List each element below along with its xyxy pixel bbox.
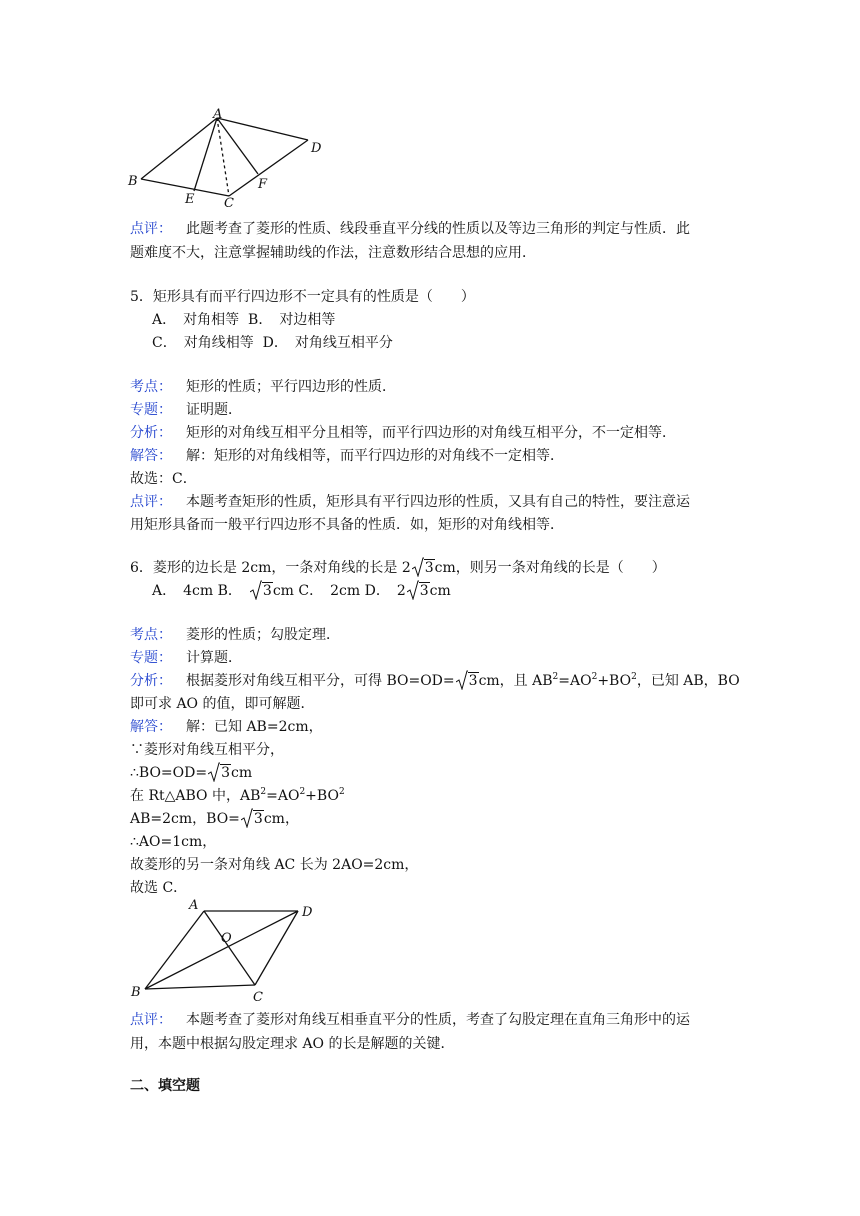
q5-option-c: C． 对角线相等: [152, 335, 254, 351]
sqrt-symbol: 3: [241, 809, 264, 829]
q6-dianping: 点评： 本题考查了菱形对角线互相垂直平分的性质，考查了勾股定理在直角三角形中的运: [130, 1012, 690, 1028]
q6-kaodian: 考点： 菱形的性质；勾股定理．: [130, 627, 340, 643]
rhombus-figure-1: [125, 108, 330, 208]
q5-zhuanti: 专题： 证明题．: [130, 402, 242, 418]
figure2-label-a: A: [189, 898, 199, 913]
q6-step-3: 在 Rt△ABO 中，$AB^2=AO^2+BO^2$: [130, 787, 345, 804]
q6-option-b: B． 3cm: [217, 583, 294, 599]
q6-zhuanti: 专题： 计算题．: [130, 650, 242, 666]
q5-options-ab: [152, 310, 335, 330]
q6-fenxi: 分析： 根据菱形对角线互相平分，可得 BO=OD= 3cm，且 $AB^2=AO^2+BO^2$，已知 AB，BO: [130, 672, 740, 689]
q5-stem: 5．矩形具有而平行四边形不一定具有的性质是（ ）: [130, 289, 475, 305]
q6-step-1: ∵菱形对角线互相平分，: [130, 742, 284, 758]
figure1-label-f: F: [258, 177, 268, 192]
sqrt-symbol: 3: [412, 558, 435, 578]
q6-step-4: AB=2cm，BO= 3cm，: [130, 811, 299, 827]
q6-dianping-cont: 用，本题中根据勾股定理求 AO 的长是解题的关键．: [130, 1036, 455, 1052]
q6-option-d: D． 2 3cm: [364, 583, 451, 599]
figure2-label-d: D: [302, 905, 313, 920]
review4-line1: [130, 219, 690, 239]
sqrt-symbol: 3: [407, 581, 430, 601]
q5-option-d: D． 对角线互相平分: [262, 335, 393, 351]
figure1-label-a: A: [213, 108, 223, 122]
q6-stem: 6．菱形的边长是 2cm，一条对角线的长是 2 3cm，则另一条对角线的长是（ ）: [130, 560, 666, 576]
sqrt-symbol: 3: [208, 763, 231, 783]
q6-jieda: 解答： 解：已知 AB=2cm，: [130, 719, 323, 735]
review4-line2: 题难度不大，注意掌握辅助线的作法，注意数形结合思想的应用．: [130, 245, 536, 261]
review-label: 点评：: [130, 221, 172, 237]
figure1-label-b: B: [128, 174, 138, 189]
q5-jieda: 解答： 解：矩形的对角线相等，而平行四边形的对角线不一定相等．: [130, 448, 564, 464]
figure1-label-c: C: [224, 196, 234, 208]
figure2-label-o: O: [221, 931, 232, 946]
q5-dianping-cont: 用矩形具备而一般平行四边形不具备的性质．如，矩形的对角线相等．: [130, 517, 564, 533]
q6-step-6: 故菱形的另一条对角线 AC 长为 2AO=2cm，: [130, 857, 419, 873]
q6-step-7: 故选 C．: [130, 880, 188, 896]
figure2-label-b: B: [131, 985, 141, 1000]
q5-fenxi: 分析： 矩形的对角线互相平分且相等，而平行四边形的对角线互相平分，不一定相等．: [130, 425, 676, 441]
rhombus-figure-2: [125, 895, 330, 1005]
q5-dianping: 点评： 本题考查矩形的性质，矩形具有平行四边形的性质，又具有自己的特性，要注意运: [130, 494, 690, 510]
q5-option-b: B． 对边相等: [248, 312, 336, 328]
review-text: 此题考查了菱形的性质、线段垂直平分线的性质以及等边三角形的判定与性质．此: [186, 221, 690, 237]
q5-answer: 故选：C．: [130, 471, 197, 487]
q6-step-5: ∴AO=1cm，: [130, 834, 217, 850]
section-heading: 二、填空题: [130, 1078, 200, 1094]
figure1-label-e: E: [185, 192, 195, 207]
sqrt-symbol: 3: [250, 581, 273, 601]
sqrt-symbol: 3: [456, 671, 479, 691]
q6-options: [152, 581, 451, 601]
q5-kaodian: 考点： 矩形的性质；平行四边形的性质．: [130, 379, 396, 395]
q6-option-a: A． 4cm: [152, 583, 214, 599]
q6-option-c: C． 2cm: [298, 583, 361, 599]
q6-step-2: ∴BO=OD= 3cm: [130, 765, 253, 781]
q5-options-cd: [152, 333, 393, 353]
q6-fenxi-cont: 即可求 AO 的值，即可解题．: [130, 696, 315, 712]
figure2-label-c: C: [253, 990, 263, 1005]
figure1-label-d: D: [311, 141, 322, 156]
q5-option-a: A． 对角相等: [152, 312, 240, 328]
